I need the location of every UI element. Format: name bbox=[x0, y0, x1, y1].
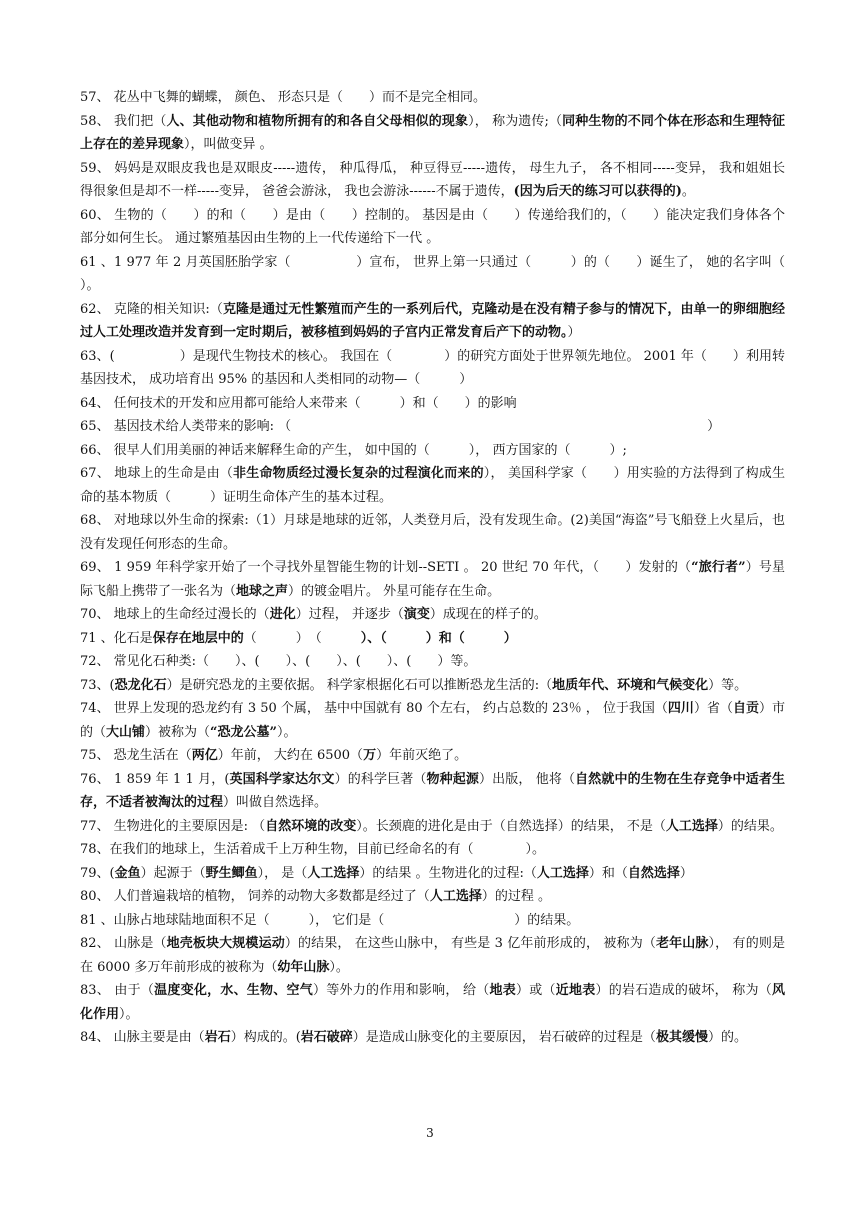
question-text: ）叫做自然选择。 bbox=[223, 795, 328, 810]
question-item bbox=[80, 603, 785, 627]
answer-text: 非生命物质经过漫长复杂的过程演化而来的 bbox=[233, 466, 484, 481]
question-item bbox=[80, 251, 825, 298]
answer-text: 大山铺 bbox=[106, 724, 146, 740]
answer-text: 演变 bbox=[403, 607, 430, 622]
question-text: 82、 山脉是（ bbox=[80, 936, 167, 951]
question-text: 60、 生物的（ ）的和（ ）是由（ ）控制的。 基因是由（ ）传递给我们的，（ ）能决定我们身体各个部分如何生长。 通过繁殖基因由生物的上一代传递给下一代 。 bbox=[80, 207, 785, 246]
answer-text: 人工选择 bbox=[307, 865, 360, 881]
question-text: 67、 地球上的生命是由（ bbox=[80, 466, 234, 481]
question-text: ）是研究恐龙的主要依据。 科学家根据化石可以推断恐龙生活的:（ bbox=[166, 677, 553, 693]
question-text: ）， 有的则是在 6000 多万年前形成的被称为（ bbox=[80, 936, 785, 975]
question-text: 74、 世界上发现的恐龙约有 3 50 个属， 基中中国就有 80 个左右， 约占总数的 23％ ， 位于我国（ bbox=[80, 701, 668, 716]
answer-text: 温度变化，水、生物、空气 bbox=[154, 983, 314, 998]
answer-text: “旅行者” bbox=[691, 560, 746, 575]
question-text: ）市的（ bbox=[80, 701, 785, 740]
question-text: ）号星际飞船上携带了一张名为（ bbox=[80, 560, 785, 599]
question-text: 65、 基因技术给人类带来的影响: （ ） bbox=[80, 419, 721, 434]
question-text: ）。长颈鹿的进化是由于（自然选择）的结果， 不是（ bbox=[356, 818, 666, 834]
answer-text: 野生鲫鱼 bbox=[205, 865, 258, 881]
question-item bbox=[80, 744, 785, 768]
question-item bbox=[80, 556, 785, 603]
question-text: 72、 常见化石种类:（ ）、( ）、( ）、( ）、( ）等。 bbox=[80, 654, 477, 669]
answer-text: 克隆是通过无性繁殖而产生的一系列后代，克隆动是在没有精子参与的情况下，由单一的卵细胞经过人工处理改造并发育到一定时期后，被移植到妈妈的子宫内正常发育后产下的动物。 bbox=[80, 301, 785, 340]
question-text: ）年前灭绝了。 bbox=[376, 748, 468, 763]
question-text: ） bbox=[679, 865, 693, 881]
answer-text: 自然选择 bbox=[627, 865, 680, 881]
question-item bbox=[80, 909, 785, 933]
question-text: ）是造成山脉变化的主要原因， 岩石破碎的过程是（ bbox=[352, 1030, 656, 1045]
question-item bbox=[80, 627, 785, 651]
question-item bbox=[80, 298, 785, 345]
question-text: ）年前， 大约在 6500（ bbox=[217, 748, 364, 763]
question-item bbox=[80, 110, 785, 157]
question-text: ）的。 bbox=[707, 1030, 747, 1045]
answer-text: 同种生物的不同个体在形态和生理特征上存在的差异现象 bbox=[80, 113, 785, 152]
question-item bbox=[80, 697, 785, 744]
question-text: ）等外力的作用和影响， 给（ bbox=[313, 983, 490, 998]
answer-text: 自然环境的改变 bbox=[265, 818, 357, 834]
question-item bbox=[80, 345, 785, 392]
question-text: 81 、山脉占地球陆地面积不足（ ）， 它们是（ ）的结果。 bbox=[80, 912, 580, 928]
question-item bbox=[80, 674, 785, 698]
answer-text: 地壳板块大规模运动 bbox=[166, 936, 285, 951]
question-item bbox=[80, 1026, 785, 1050]
answer-text: 自然就中的生物在生存竞争中适者生存，不适者被淘汰的过程 bbox=[80, 771, 785, 810]
page-number: 3 bbox=[426, 1126, 434, 1140]
question-text: 62、 克隆的相关知识:（ bbox=[80, 301, 223, 317]
question-text: ） bbox=[567, 325, 581, 340]
question-item bbox=[80, 462, 785, 509]
question-item bbox=[80, 650, 785, 674]
answer-text: 自贡 bbox=[732, 701, 759, 716]
answer-text: ）、（ ）和（ ） bbox=[360, 630, 517, 646]
question-item bbox=[80, 862, 785, 886]
question-text: 。 bbox=[681, 184, 695, 199]
question-text: ）， 称为遗传;（ bbox=[468, 113, 563, 129]
answer-text: 四川 bbox=[667, 701, 694, 716]
question-text: 69、 1 959 年科学家开始了一个寻找外星智能生物的计划--SETI 。 20 世纪 70 年代，（ ）发射的（ bbox=[80, 560, 692, 575]
answer-text: 近地表 bbox=[555, 983, 596, 998]
question-item bbox=[80, 392, 785, 416]
question-text: ）或（ bbox=[516, 983, 556, 998]
answer-text: “恐龙公墓” bbox=[210, 724, 278, 740]
question-text: ）过程， 并逐步（ bbox=[295, 607, 404, 622]
answer-text: 金鱼 bbox=[114, 865, 141, 881]
question-text: ）和（ bbox=[588, 865, 628, 881]
question-item bbox=[80, 415, 785, 439]
answer-text: 人、其他动物和植物所拥有的和各自父母相似的现象 bbox=[166, 113, 469, 129]
answer-text: 岩石破碎 bbox=[300, 1030, 353, 1045]
question-text: 73、( bbox=[80, 677, 115, 693]
question-text: ）等。 bbox=[708, 677, 748, 693]
question-item bbox=[80, 932, 785, 979]
answer-text: 两亿 bbox=[191, 748, 218, 763]
question-text: ）省（ bbox=[693, 701, 733, 716]
answer-text: 地质年代、环境和气候变化 bbox=[552, 677, 709, 693]
answer-text: (因为后天的练习可以获得的) bbox=[513, 184, 682, 199]
answer-text: 幼年山脉 bbox=[277, 959, 330, 975]
question-text: ）的结果 。生物进化的过程:（ bbox=[359, 865, 537, 881]
question-text: ）， 是（ bbox=[257, 865, 308, 881]
question-text: ）的岩石造成的破坏， 称为（ bbox=[595, 983, 772, 998]
question-text: ）的结果。 bbox=[717, 818, 783, 834]
answer-text: 人工选择 bbox=[536, 865, 589, 881]
answer-text: 岩石 bbox=[204, 1030, 231, 1045]
answer-text: 老年山脉 bbox=[655, 936, 709, 951]
question-text: 61 、1 977 年 2 月英国胚胎学家（ ）宣布， 世界上第一只通过（ ）的（ ）诞生了， 她的名字叫（ ）。 bbox=[80, 254, 825, 293]
question-text: 70、 地球上的生命经过漫长的（ bbox=[80, 607, 270, 622]
question-text: ）的科学巨著（ bbox=[334, 771, 427, 787]
question-text: 71 、化石是 bbox=[80, 630, 153, 646]
question-item bbox=[80, 157, 785, 204]
question-text: ）成现在的样子的。 bbox=[429, 607, 547, 622]
answer-text: 保存在地层中的 bbox=[152, 630, 244, 646]
answer-text: 人工选择 bbox=[429, 889, 482, 904]
question-text: ）。 bbox=[119, 1006, 139, 1022]
question-text: 68、 对地球以外生命的探索:（1）月球是地球的近邻，人类登月后，没有发现生命。(2)美国“海盗”号飞船登上火星后，也没有发现任何形态的生命。 bbox=[80, 513, 785, 552]
answer-text: 恐龙化石 bbox=[114, 677, 167, 693]
answer-text: 地球之声 bbox=[236, 583, 289, 599]
question-text: 57、 花丛中飞舞的蝴蝶， 颜色、 形态只是（ ）而不是完全相同。 bbox=[80, 90, 486, 105]
question-item bbox=[80, 86, 785, 110]
answer-text: 万 bbox=[363, 748, 377, 763]
question-text: 66、 很早人们用美丽的神话来解释生命的产生， 如中国的（ ）， 西方国家的（ ）; bbox=[80, 442, 627, 458]
answer-text: 英国科学家达尔文 bbox=[229, 771, 335, 787]
question-text: ）出版， 他将（ bbox=[478, 771, 576, 787]
question-item bbox=[80, 815, 785, 839]
question-text: 78、在我们的地球上，生活着成千上万种生物，目前已经命名的有（ ）。 bbox=[80, 842, 546, 857]
question-text: （ ） （ bbox=[243, 630, 361, 646]
answer-text: 物种起源 bbox=[426, 771, 479, 787]
question-item bbox=[80, 439, 785, 463]
question-item bbox=[80, 979, 785, 1026]
question-text: 83、 由于（ bbox=[80, 983, 155, 998]
answer-text: 进化 bbox=[269, 607, 296, 622]
answer-text: 地表 bbox=[489, 983, 516, 998]
question-text: ）， 美国科学家（ ）用实验的方法得到了构成生命的基本物质（ ）证明生命体产生的基本过程。 bbox=[80, 466, 785, 505]
answer-text: 极其缓慢 bbox=[655, 1030, 708, 1045]
question-text: ）。 bbox=[329, 959, 349, 975]
question-text: ）起源于（ bbox=[140, 865, 206, 881]
question-text: ）的过程 。 bbox=[481, 889, 551, 904]
question-text: ）的镀金唱片。 外星可能存在生命。 bbox=[288, 583, 501, 599]
question-text: 63、( ）是现代生物技术的核心。 我国在（ ）的研究方面处于世界领先地位。 2001 年（ ）利用转基因技术， 成功培育出 95% 的基因和人类相同的动物—（ ） bbox=[80, 348, 785, 387]
question-text: 79、( bbox=[80, 865, 115, 881]
question-text: ）。 bbox=[277, 724, 297, 740]
question-text: 76、 1 859 年 1 1 月，( bbox=[80, 771, 230, 787]
question-text: 84、 山脉主要是由（ bbox=[80, 1030, 205, 1045]
question-item bbox=[80, 204, 785, 251]
answer-text: 人工选择 bbox=[665, 818, 718, 834]
question-item bbox=[80, 509, 785, 556]
question-text: ）的结果， 在这些山脉中， 有些是 3 亿年前形成的， 被称为（ bbox=[284, 936, 656, 951]
question-text: ），叫做变异 。 bbox=[184, 137, 273, 152]
question-text: 80、 人们普遍栽培的植物， 饲养的动物大多数都是经过了（ bbox=[80, 889, 430, 904]
question-text: ）被称为（ bbox=[145, 724, 211, 740]
question-text: 77、 生物进化的主要原因是: （ bbox=[80, 818, 266, 834]
question-text: 64、 任何技术的开发和应用都可能给人来带来（ ）和（ ）的影响 bbox=[80, 395, 517, 411]
question-text: 59、 妈妈是双眼皮我也是双眼皮-----遗传， 种瓜得瓜， 种豆得豆-----遗传， 母生九子， 各不相同-----变异， 我和姐姐长得很象但是却不一样-----变异， 爸爸会游泳， 我也会游泳------不属于遗传， bbox=[80, 160, 785, 199]
question-list bbox=[80, 86, 825, 1050]
question-item bbox=[80, 838, 785, 862]
answer-text: 风化作用 bbox=[80, 983, 785, 1022]
question-text: 75、 恐龙生活在（ bbox=[80, 748, 192, 763]
question-item bbox=[80, 768, 785, 815]
question-text: 58、 我们把（ bbox=[80, 113, 167, 129]
question-item bbox=[80, 885, 785, 909]
question-text: ）构成的。( bbox=[230, 1030, 301, 1045]
